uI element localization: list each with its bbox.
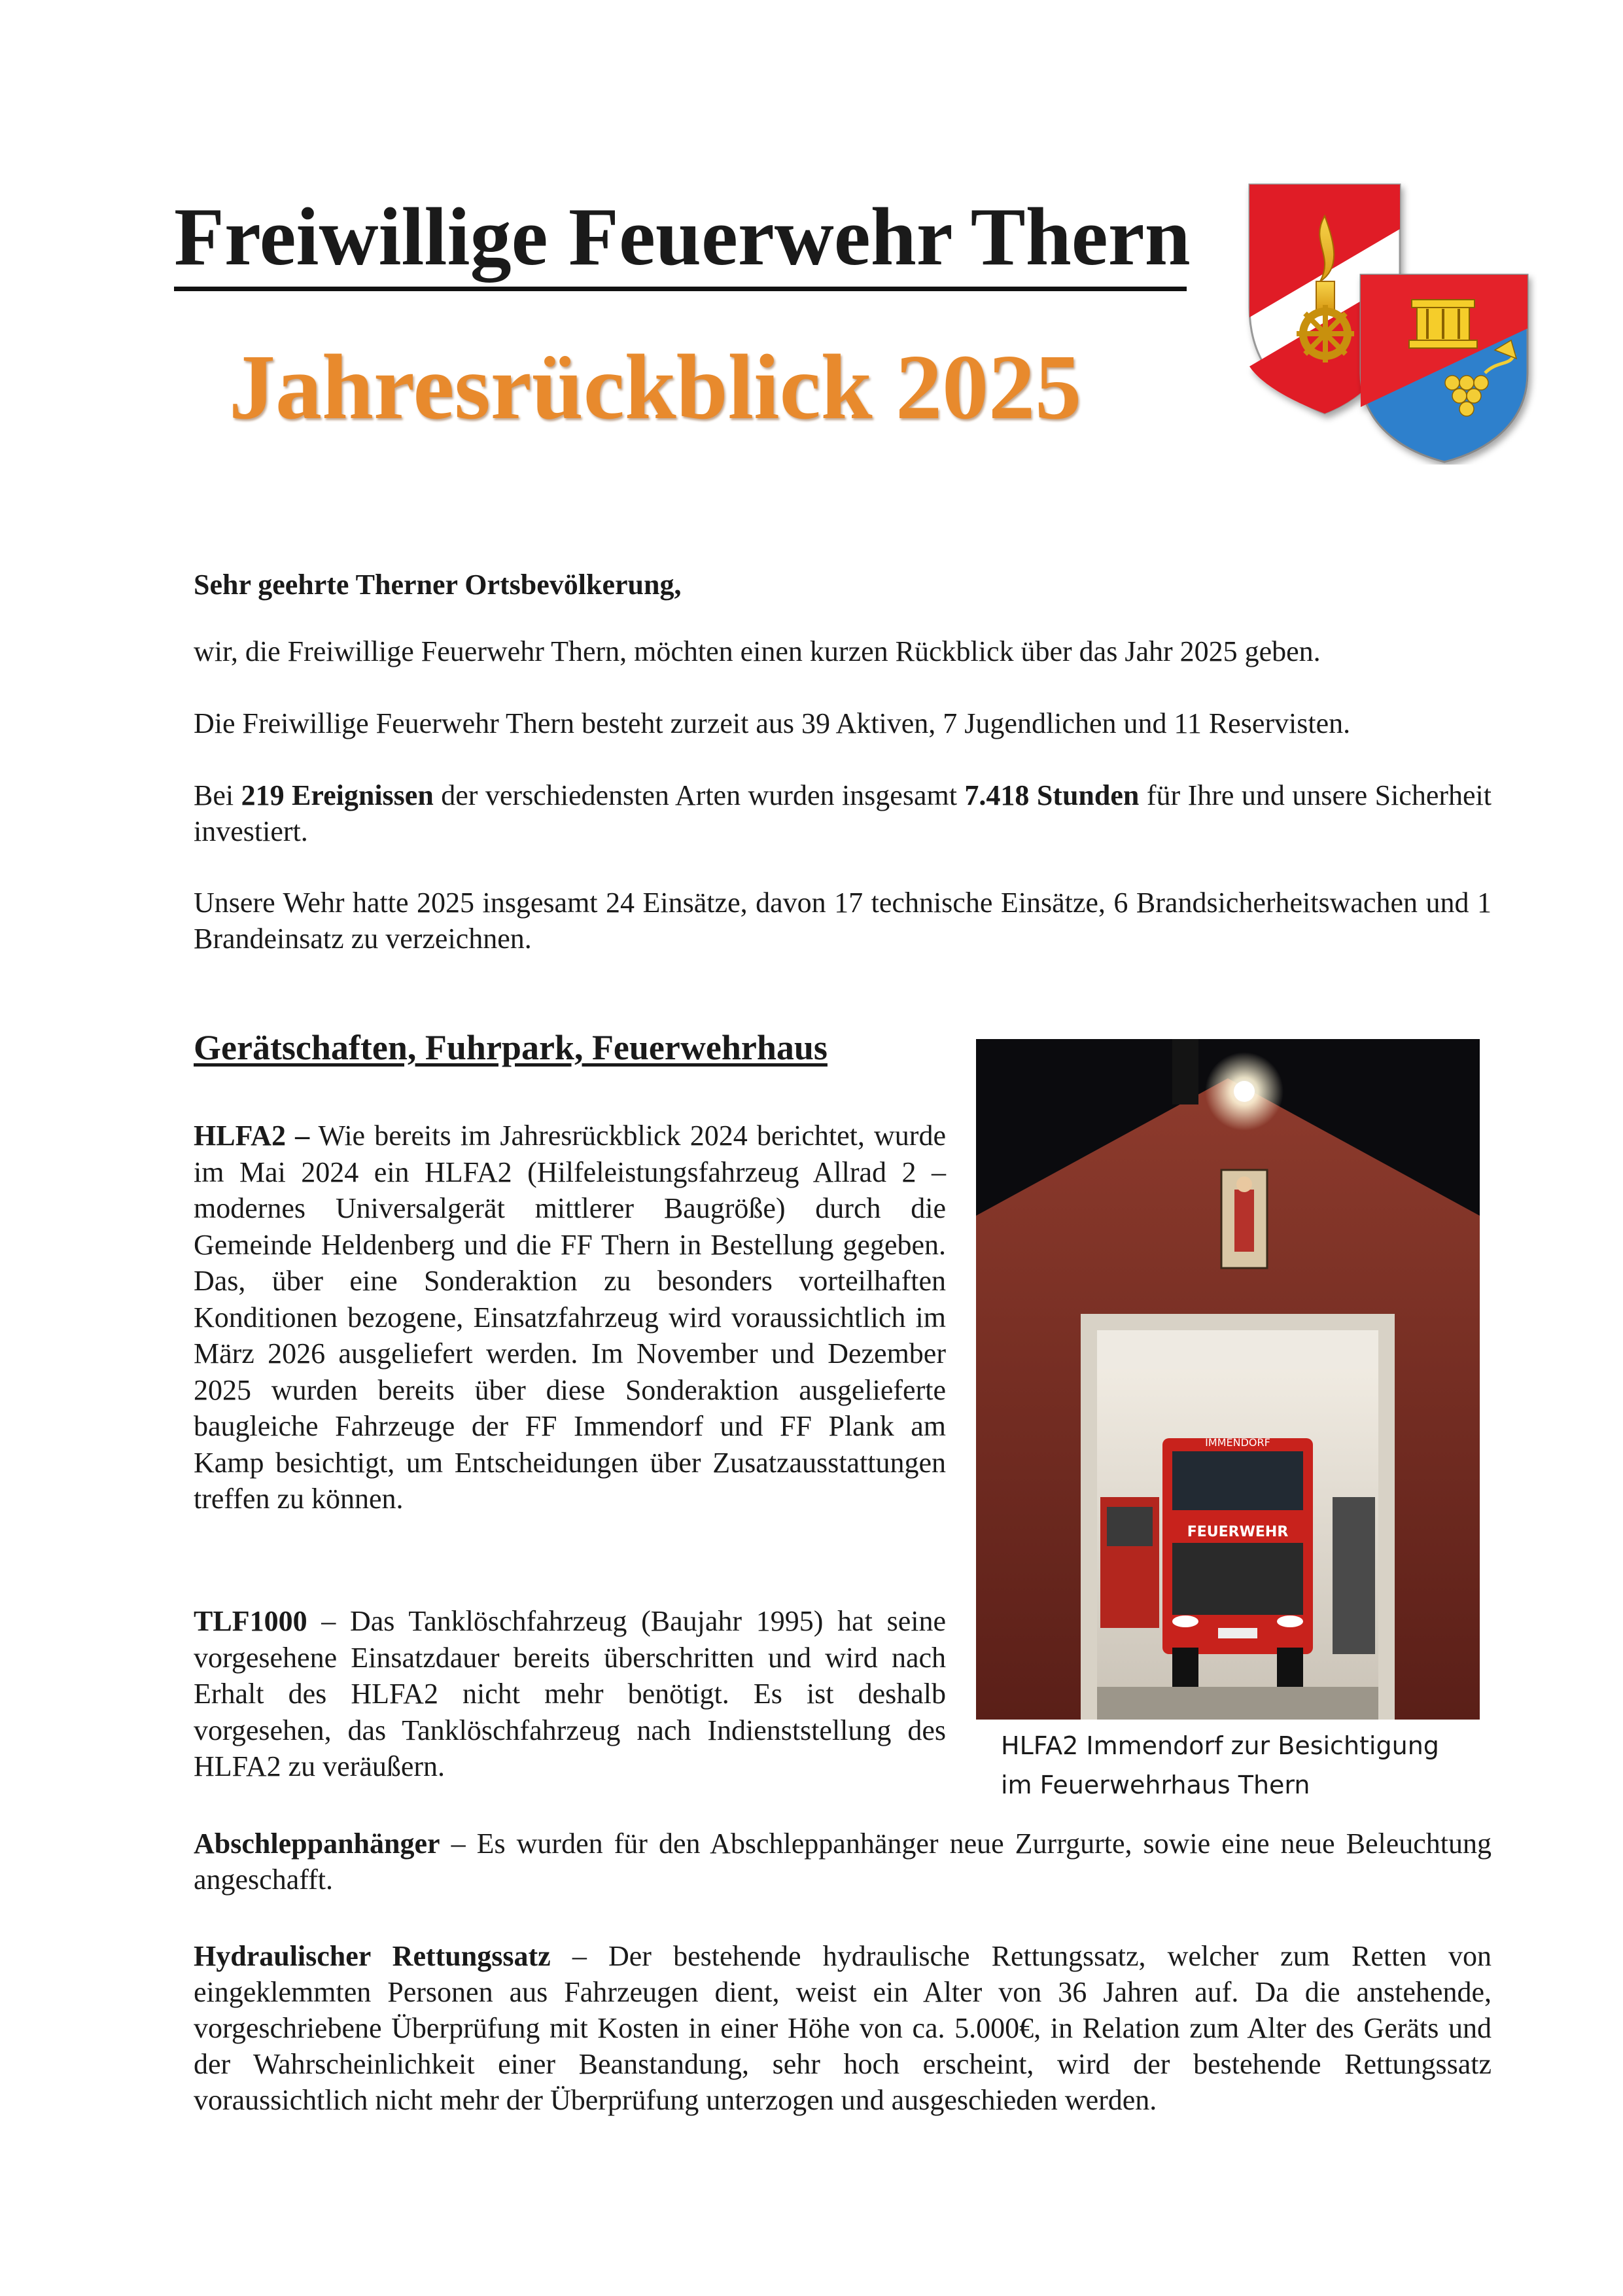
coat-of-arms-logos <box>1236 177 1537 465</box>
fire-station-photo <box>976 1039 1480 1720</box>
svg-text:IMMENDORF: IMMENDORF <box>1205 1436 1270 1449</box>
section-heading: Gerätschaften, Fuhrpark, Feuerwehrhaus <box>194 1028 828 1067</box>
photo-caption: HLFA2 Immendorf zur Besichtigung im Feuerwehrhaus Thern <box>1001 1731 1439 1799</box>
title-underline <box>174 287 1187 291</box>
intro-paragraph-2: Die Freiwillige Feuerwehr Thern besteht zurzeit aus 39 Aktiven, 7 Jugendlichen und 11 Reservisten. <box>194 707 1351 739</box>
intro-paragraph-3: Bei 219 Ereignissen der verschiedensten Arten wurden insgesamt 7.418 Stunden für Ihre und unsere Sicherheit investiert. <box>194 779 1492 847</box>
rettungssatz-paragraph: Hydraulischer Rettungssatz – Der bestehende hydraulische Rettungssatz, welcher zum Retten von eingeklemmten Personen aus Fahrzeugen dient, weist ein Alter von 36 Jahren auf. Da die anstehende, vorgeschriebene Überprüfung mit Kosten in einer Höhe von ca. 5.000€, in Relation zum Alter des Geräts und der Wahrscheinlichkeit einer Beanstandung, sehr hoch erscheint, wird der bestehende Rettungssatz voraussichtlich nicht mehr der Überprüfung unterzogen und ausgeschieden werden. <box>194 1940 1492 2116</box>
intro-paragraph-4: Unsere Wehr hatte 2025 insgesamt 24 Einsätze, davon 17 technische Einsätze, 6 Brandsicherheitswachen und 1 Brandeinsatz zu verzeichnen. <box>194 887 1492 955</box>
municipal-shield-icon <box>1361 275 1527 462</box>
tlf1000-paragraph: TLF1000 – Das Tanklöschfahrzeug (Baujahr 1995) hat seine vorgesehene Einsatzdauer bereits überschritten und wird nach Erhalt des HLFA2 nicht mehr benötigt. Es ist deshalb vorgesehen, das Tanklöschfahrzeug nach Indienststellung des HLFA2 zu veräußern. <box>194 1605 946 1782</box>
salutation: Sehr geehrte Therner Ortsbevölkerung, <box>194 569 682 601</box>
abschleppanhaenger-paragraph: Abschleppanhänger – Es wurden für den Abschleppanhänger neue Zurrgurte, sowie eine neue Beleuchtung angeschafft. <box>194 1828 1492 1896</box>
svg-text:FEUERWEHR: FEUERWEHR <box>1187 1524 1289 1540</box>
page-title: Freiwillige Feuerwehr Thern <box>174 192 1191 283</box>
page-subtitle: Jahresrückblick 2025 <box>229 335 1082 438</box>
hlfa2-paragraph: HLFA2 – Wie bereits im Jahresrückblick 2024 berichtet, wurde im Mai 2024 ein HLFA2 (Hilfeleistungsfahrzeug Allrad 2 – modernes Universalgerät mittlerer Baugröße) durch die Gemeinde Heldenberg und die FF Thern in Bestellung gegeben. Das, über eine Sonderaktion zu besonders vorteilhaften Konditionen bezogene, Einsatzfahrzeug wird voraussichtlich im März 2026 ausgeliefert werden. Im November und Dezember 2025 wurden bereits über diese Sonderaktion ausgelieferte baugleiche Fahrzeuge der FF Immendorf und FF Plank am Kamp besichtigt, um Entscheidungen über Zusatzausstattungen treffen zu können. <box>194 1120 946 1515</box>
intro-paragraph-1: wir, die Freiwillige Feuerwehr Thern, möchten einen kurzen Rückblick über das Jahr 2025 geben. <box>194 635 1321 667</box>
